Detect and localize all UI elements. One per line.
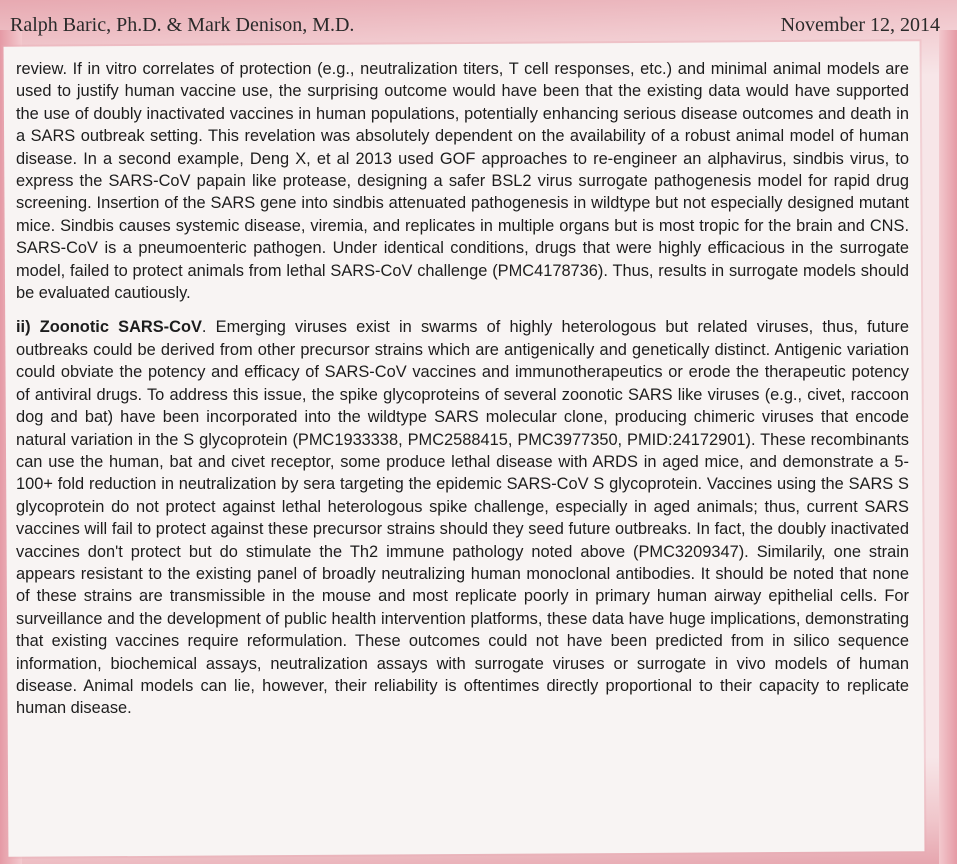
paragraph-zoonotic-sars bbox=[16, 316, 909, 719]
author-line: Ralph Baric, Ph.D. & Mark Denison, M.D. bbox=[10, 14, 355, 36]
document-body bbox=[16, 58, 909, 720]
paragraph-surrogate-models: review. If in vitro correlates of protection (e.g., neutralization titers, T cell responses, etc.) and minimal animal models are used to justify human vaccine use, the surprising outcome would have been that the existing data would have supported the use of doubly inactivated vaccines in human populations, potentially enhancing serious disease outcomes and death in a SARS outbreak setting. This revelation was absolutely dependent on the availability of a robust animal model of human disease. In a second example, Deng X, et al 2013 used GOF approaches to re-engineer an alphavirus, sindbis virus, to express the SARS-CoV papain like protease, designing a safer BSL2 virus surrogate pathogenesis model for rapid drug screening. Insertion of the SARS gene into sindbis attenuated pathogenesis in wildtype but not especially designed mutant mice. Sindbis causes systemic disease, viremia, and replicates in multiple organs but is most tropic for the brain and CNS. SARS-CoV is a pneumoenteric pathogen. Under identical conditions, drugs that were highly efficacious in the surrogate model, failed to protect animals from lethal SARS-CoV challenge (PMC4178736). Thus, results in surrogate models should be evaluated cautiously. bbox=[16, 60, 909, 303]
right-border-stripe bbox=[939, 30, 957, 864]
section-heading: ii) Zoonotic SARS-CoV bbox=[16, 318, 202, 337]
document-header bbox=[10, 14, 940, 42]
document-date: November 12, 2014 bbox=[780, 14, 940, 36]
paragraph-zoonotic-text: . Emerging viruses exist in swarms of highly heterologous but related viruses, thus, future outbreaks could be derived from other precursor strains which are antigenically and genetically distinct. Antigenic variation could obviate the potency and efficacy of SARS-CoV vaccines and immunotherapeutics or erode the therapeutic potency of antiviral drugs. To address this issue, the spike glycoproteins of several zoonotic SARS like viruses (e.g., civet, raccoon dog and bat) have been incorporated into the wildtype SARS molecular clone, producing chimeric viruses that encode natural variation in the S glycoprotein (PMC1933338, PMC2588415, PMC3977350, PMID:24172901). These recombinants can use the human, bat and civet receptor, some produce lethal disease with ARDS in aged mice, and demonstrate a 5-100+ fold reduction in neutralization by sera targeting the epidemic SARS-CoV S glycoprotein. Vaccines using the SARS S glycoprotein do not protect against lethal heterologous spike challenge, especially in aged animals; thus, current SARS vaccines will fail to protect against these precursor strains should they seed future outbreaks. In fact, the doubly inactivated vaccines don't protect but do stimulate the Th2 immune pathology noted above (PMC3209347). Similarily, one strain appears resistant to the existing panel of broadly neutralizing human monoclonal antibodies. It should be noted that none of these strains are transmissible in the mouse and most replicate poorly in primary human airway epithelial cells. For surveillance and the development of public health intervention platforms, these data have huge implications, demonstrating that existing vaccines require reformulation. These outcomes could not have been predicted from in silico sequence information, biochemical assays, neutralization assays with surrogate viruses or surrogate in vivo models of human disease. Animal models can lie, however, their reliability is oftentimes directly proportional to their capacity to replicate human disease. bbox=[16, 318, 910, 718]
